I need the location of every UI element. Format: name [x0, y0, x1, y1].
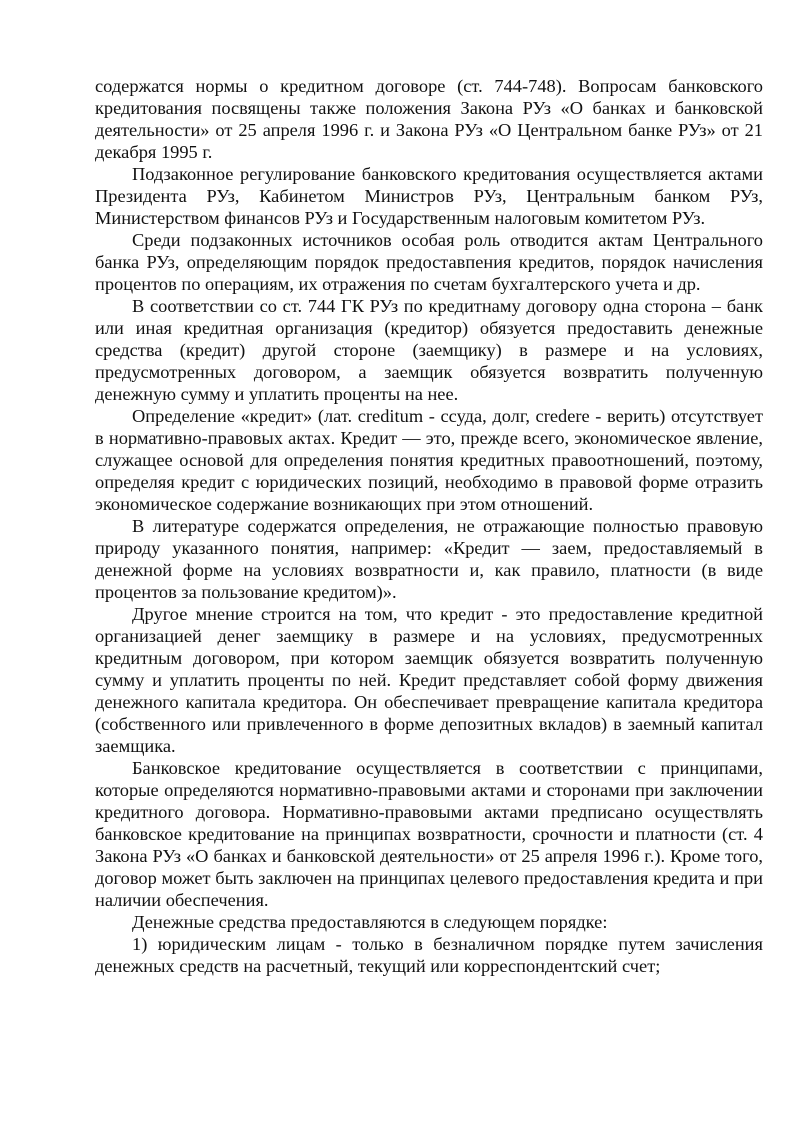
paragraph-10: 1) юридическим лицам - только в безналичном порядке путем зачисления денежных средств на расчетный, текущий или корреспондентский счет; — [95, 934, 763, 976]
paragraph-2: Подзаконное регулирование банковского кредитования осуществляется актами Президента РУз, Кабинетом Министров РУз, Центральным банком РУз, Министерством финансов РУз и Государственным налоговым комитетом РУз. — [95, 164, 763, 228]
paragraph-8: Банковское кредитование осуществляется в соответствии с принципами, которые определяются нормативно-правовыми актами и сторонами при заключении кредитного договора. Нормативно-правовыми актами предписано осуществлять банковское кредитование на принципах возвратности, срочности и платности (ст. 4 Закона РУз «О банках и банковской деятельности» от 25 апреля 1996 г.). Кроме того, договор может быть заключен на принципах целевого предоставления кредита и при наличии обеспечения. — [95, 758, 763, 910]
paragraph-9: Денежные средства предоставляются в следующем порядке: — [132, 912, 608, 932]
paragraph-5: Определение «кредит» (лат. creditum - ссуда, долг, credere - верить) отсутствует в нормативно-правовых актах. Кредит — это, прежде всего, экономическое явление, служащее основой для определения понятия кредитных правоотношений, поэтому, определяя кредит с юридических позиций, необходимо в правовой форме отразить экономическое содержание возникающих при этом отношений. — [95, 406, 763, 514]
paragraph-6: В литературе содержатся определения, не отражающие полностью правовую природу указанного понятия, например: «Кредит — заем, предоставляемый в денежной форме на условиях возвратности и, как правило, платности (в виде процентов за пользование кредитом)». — [95, 516, 763, 602]
paragraph-3: Среди подзаконных источников особая роль отводится актам Центрального банка РУз, определяющим порядок предоставпения кредитов, порядок начисления процентов по операциям, их отражения по счетам бухгалтерского учета и др. — [95, 230, 763, 294]
paragraph-4: В соответствии со ст. 744 ГК РУз по кредитнаму договору одна сторона – банк или иная кредитная организация (кредитор) обязуется предоставить денежные средства (кредит) другой стороне (заемщику) в размере и на условиях, предусмотренных договором, а заемщик обязуется возвратить полученную денежную сумму и уплатить проценты на нее. — [95, 296, 763, 404]
paragraph-1: содержатся нормы о кредитном договоре (ст. 744-748). Вопросам банковского кредитования посвящены также положения Закона РУз «О банках и банковской деятельности» от 25 апреля 1996 г. и Закона РУз «О Центральном банке РУз» от 21 декабря 1995 г. — [95, 76, 763, 162]
paragraph-7: Другое мнение строится на том, что кредит - это предоставление кредитной организацией денег заемщику в размере и на условиях, предусмотренных кредитным договором, при котором заемщик обязуется возвратить полученную сумму и уплатить проценты по ней. Кредит представляет собой форму движения денежного капитала кредитора. Он обеспечивает превращение капитала кредитора (собственного или привлеченного в форме депозитных вкладов) в заемный капитал заемщика. — [95, 604, 763, 756]
document-page — [95, 75, 763, 977]
